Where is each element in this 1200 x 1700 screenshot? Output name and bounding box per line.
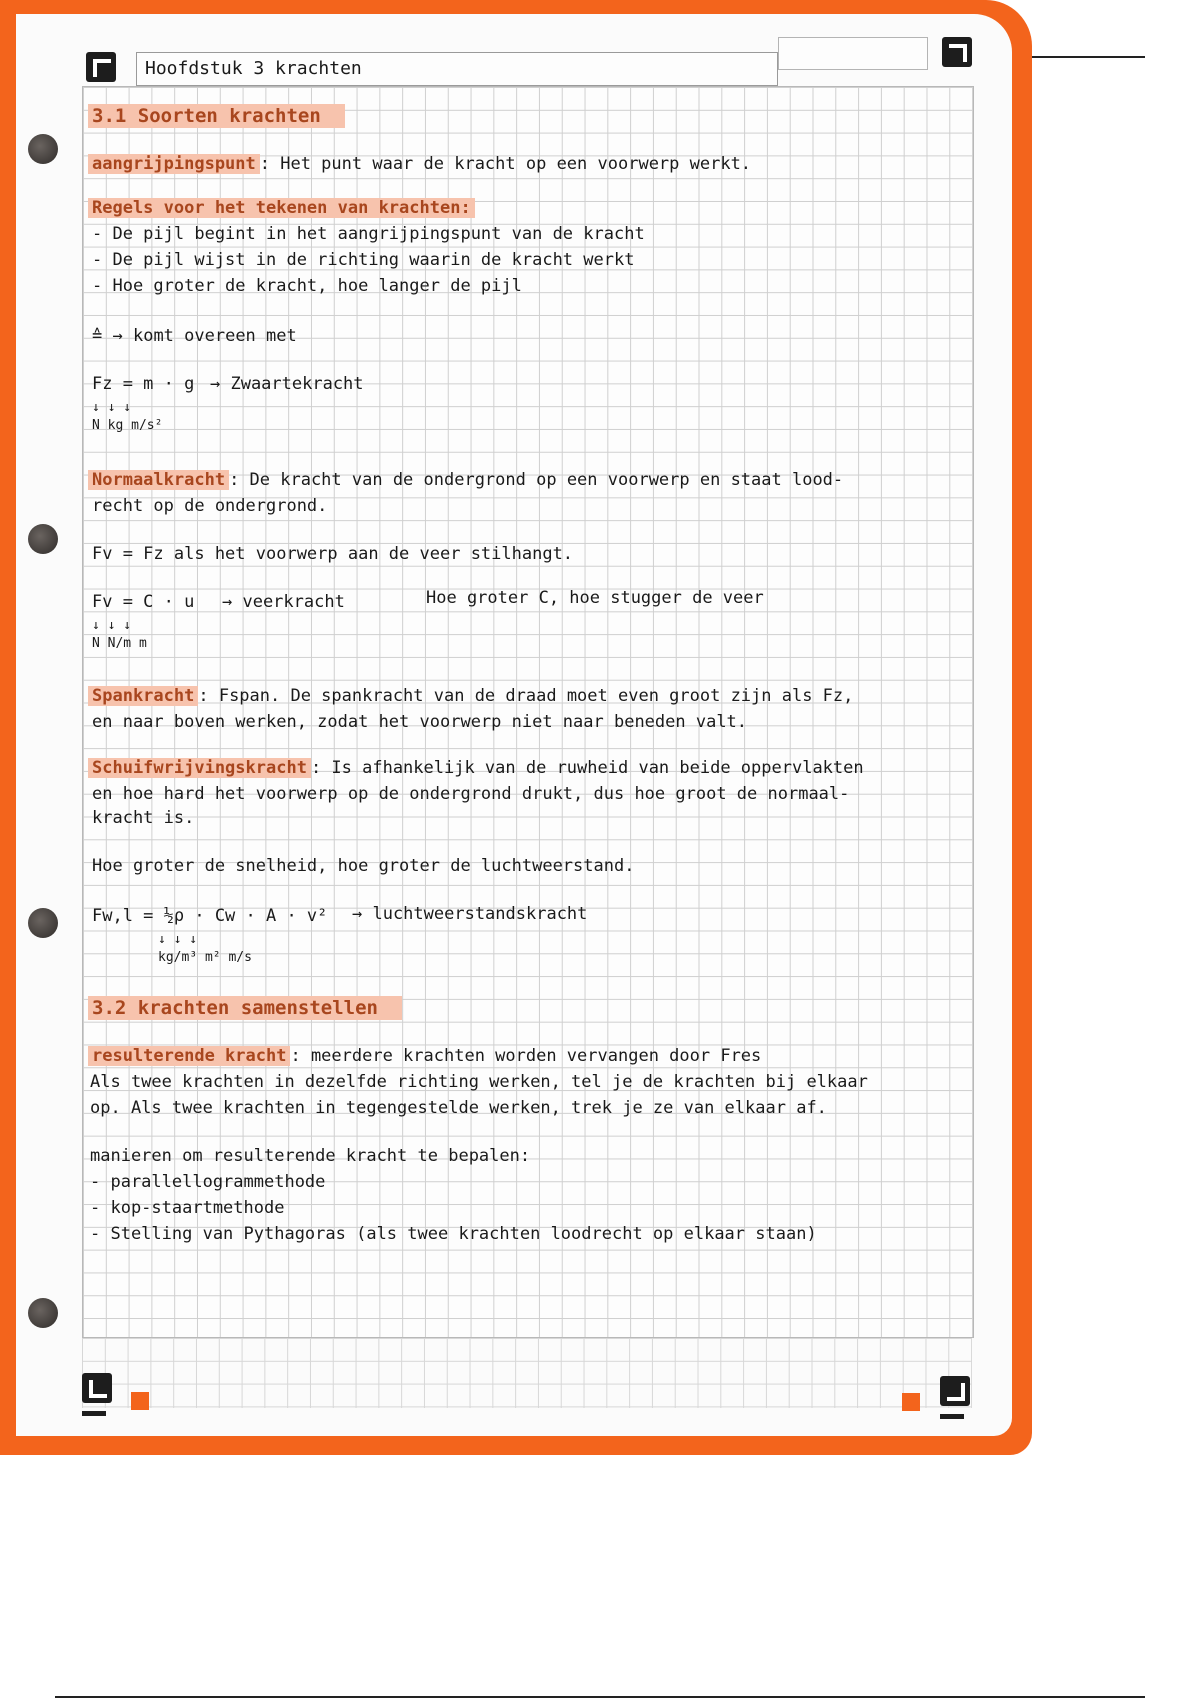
punch-hole <box>28 134 58 164</box>
formula-air-resistance-name: → luchtweerstandskracht <box>352 904 588 924</box>
method-item: - kop-staartmethode <box>90 1198 285 1218</box>
term-resulterende-kracht: resulterende kracht <box>88 1046 290 1066</box>
rule-item: - Hoe groter de kracht, hoe langer de pijl <box>92 276 522 296</box>
definition-spankracht <box>88 686 853 706</box>
definition-text: en naar boven werken, zodat het voorwerp niet naar beneden valt. <box>92 712 748 732</box>
rule-item: - De pijl begint in het aangrijpingspunt van de kracht <box>92 224 645 244</box>
definition-text: : Fspan. De spankracht van de draad moet even groot zijn als Fz, <box>198 686 854 706</box>
term-aangrijpingspunt: aangrijpingspunt <box>88 154 260 174</box>
term-normaalkracht: Normaalkracht <box>88 470 229 490</box>
definition-text: : Is afhankelijk van de ruwheid van beide oppervlakten <box>310 758 864 778</box>
definition-schuifwrijvingskracht <box>88 758 864 778</box>
term-spankracht: Spankracht <box>88 686 198 706</box>
section-heading-3-1: 3.1 Soorten krachten <box>88 104 345 128</box>
bottom-rule-line <box>55 1696 1145 1698</box>
definition-text: : Het punt waar de kracht op een voorwerp werkt. <box>259 154 752 174</box>
definition-aangrijpingspunt <box>88 154 751 174</box>
punch-hole <box>28 1298 58 1328</box>
corner-marker-top-right-icon <box>942 37 972 67</box>
formula-spring-note: Hoe groter C, hoe stugger de veer <box>426 588 764 608</box>
formula-air-resistance-units: kg/m³ m² m/s <box>158 950 252 965</box>
definition-text: Als twee krachten in dezelfde richting werken, tel je de krachten bij elkaar <box>90 1072 868 1092</box>
definition-text: recht op de ondergrond. <box>92 496 328 516</box>
top-rule-line <box>1030 56 1145 58</box>
method-item: - parallellogrammethode <box>90 1172 326 1192</box>
formula-spring-name: → veerkracht <box>222 592 345 612</box>
corner-marker-top-left-icon <box>86 52 116 82</box>
orange-square-marker <box>131 1392 149 1410</box>
formula-spring: Fv = C · u <box>92 592 195 612</box>
air-resistance-note: Hoe groter de snelheid, hoe groter de luchtweerstand. <box>92 856 635 876</box>
punch-hole <box>28 908 58 938</box>
orange-square-marker <box>902 1393 920 1411</box>
definition-text: op. Als twee krachten in tegengestelde werken, trek je ze van elkaar af. <box>90 1098 827 1118</box>
scan-marker-dash <box>940 1414 964 1419</box>
section-heading-3-2: 3.2 krachten samenstellen <box>88 996 402 1020</box>
notation-line <box>92 326 297 346</box>
methods-heading: manieren om resulterende kracht te bepalen: <box>90 1146 531 1166</box>
definition-text: : De kracht van de ondergrond op een voorwerp en staat lood- <box>229 470 844 490</box>
formula-air-resistance: Fw,l = ½ρ · Cw · A · v² <box>92 906 328 926</box>
corner-marker-bottom-right-icon <box>940 1376 970 1406</box>
punch-hole <box>28 524 58 554</box>
definition-text: kracht is. <box>92 808 195 828</box>
rules-heading-text: Regels voor het tekenen van krachten: <box>88 198 475 218</box>
formula-gravity-units: N kg m/s² <box>92 418 163 433</box>
formula-gravity-arrows: ↓ ↓ ↓ <box>92 400 132 415</box>
definition-text: : meerdere krachten worden vervangen door Fres <box>290 1046 762 1066</box>
rules-heading <box>88 198 475 218</box>
definition-text: en hoe hard het voorwerp op de ondergrond drukt, dus hoe groot de normaal- <box>92 784 850 804</box>
scan-marker-dash <box>82 1411 106 1416</box>
spring-equilibrium-line: Fv = Fz als het voorwerp aan de veer stilhangt. <box>92 544 574 564</box>
grid-bottom-strip <box>82 1338 972 1408</box>
header-box-date <box>778 37 928 70</box>
definition-resulterende-kracht <box>88 1046 761 1066</box>
formula-spring-units: N N/m m <box>92 636 147 651</box>
method-item: - Stelling van Pythagoras (als twee krachten loodrecht op elkaar staan) <box>90 1224 817 1244</box>
term-schuifwrijvingskracht: Schuifwrijvingskracht <box>88 758 311 778</box>
formula-gravity-name: → Zwaartekracht <box>210 374 364 394</box>
formula-spring-arrows: ↓ ↓ ↓ <box>92 618 132 633</box>
corresponds-symbol: ≙ <box>92 326 103 346</box>
definition-normaalkracht <box>88 470 843 490</box>
corresponds-text: → komt overeen met <box>112 326 297 346</box>
corner-marker-bottom-left-icon <box>82 1373 112 1403</box>
formula-gravity: Fz = m · g <box>92 374 195 394</box>
formula-air-resistance-arrows: ↓ ↓ ↓ <box>158 932 198 947</box>
rule-item: - De pijl wijst in de richting waarin de kracht werkt <box>92 250 635 270</box>
page-title: Hoofdstuk 3 krachten <box>145 58 362 79</box>
